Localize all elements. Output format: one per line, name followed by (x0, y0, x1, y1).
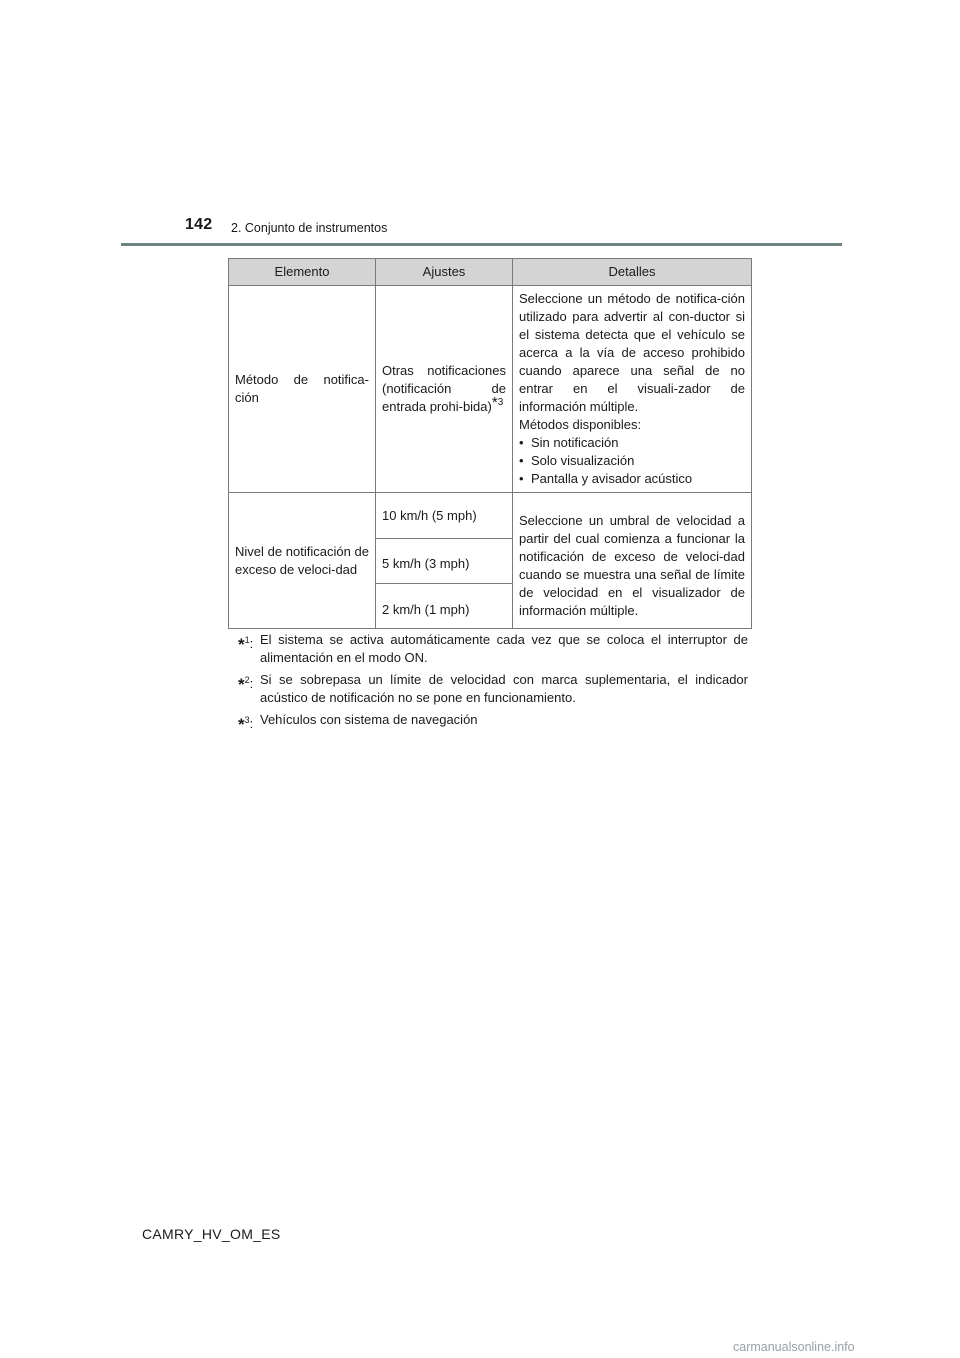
document-code: CAMRY_HV_OM_ES (142, 1226, 281, 1242)
methods-label: Métodos disponibles: (519, 417, 642, 432)
watermark: carmanualsonline.info (733, 1340, 855, 1354)
item-label: Nivel de notificación de exceso de veloci-dad (235, 543, 369, 577)
column-header: Elemento (229, 259, 376, 286)
column-header: Ajustes (376, 259, 513, 286)
table-row (229, 286, 752, 493)
footnote (238, 631, 748, 667)
list-item: • Solo visualización (519, 452, 745, 470)
footnotes (238, 631, 748, 733)
header-rule (121, 243, 842, 246)
table-header-row (229, 259, 752, 286)
setting-label: Otras notificaciones (notificación de entrada prohi-bida) (382, 363, 506, 414)
column-header: Detalles (513, 259, 752, 286)
details-cell (513, 493, 752, 629)
details-text: Seleccione un umbral de velocidad a partir del cual comienza a funcionar la notificación de exceso de veloci-dad cuando se muestra una señal de límite de velocidad en el visualizador de información múltiple. (519, 512, 745, 618)
setting-cell (376, 493, 513, 539)
item-label: Método de notifica-ción (235, 372, 369, 405)
setting-cell (376, 286, 513, 493)
details-cell (513, 286, 752, 493)
footnote-marker: *$^1$: (238, 635, 254, 654)
item-cell (229, 493, 376, 629)
footnote-marker: *$^3$: (238, 715, 254, 734)
footnote-text: Si se sobrepasa un límite de velocidad con marca suplementaria, el indicador acústico de notificación no se pone en funcionamiento. (260, 672, 748, 705)
table-row (229, 493, 752, 539)
details-text: Seleccione un método de notifica-ción utilizado para advertir al con-ductor si el sistema detecta que el vehículo se acerca a la vía de acceso prohibido cuando aparece una señal de no entrar en el visuali-zador de información múltiple. (519, 291, 745, 414)
list-item: • Sin notificación (519, 434, 745, 452)
footnote (238, 671, 748, 707)
settings-table (228, 258, 752, 629)
item-cell (229, 286, 376, 493)
footnote-text: Vehículos con sistema de navegación (260, 712, 478, 727)
footnote-text: El sistema se activa automáticamente cada vez que se coloca el interruptor de alimentación en el modo ON. (260, 632, 748, 665)
footnote-marker: *$^2$: (238, 675, 254, 694)
setting-cell (376, 539, 513, 584)
footnote (238, 711, 748, 734)
setting-label: 5 km/h (3 mph) (382, 556, 470, 571)
setting-label: 10 km/h (5 mph) (382, 507, 477, 523)
setting-label: 2 km/h (1 mph) (382, 602, 470, 617)
section-title: 2. Conjunto de instrumentos (231, 221, 388, 235)
page-number: 142 (185, 216, 213, 233)
footnote-ref: *3 (491, 394, 504, 411)
list-item: • Pantalla y avisador acústico (519, 470, 745, 488)
setting-cell (376, 584, 513, 629)
options-list (519, 434, 745, 488)
